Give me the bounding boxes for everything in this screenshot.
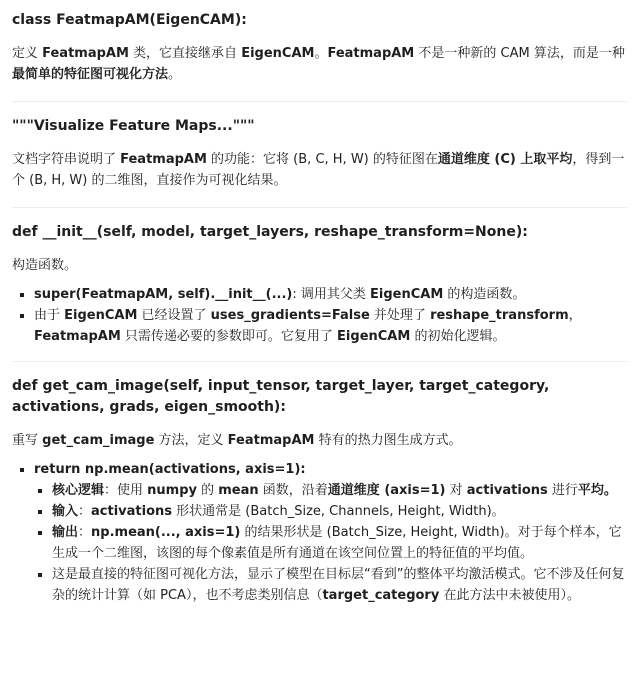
list-item: ▪ 核心逻辑：使用 numpy 的 mean 函数，沿着通道维度 (axis=1) 对 activations 进行平均。: [52, 480, 627, 501]
list-item: ▪ 这是最直接的特征图可视化方法，显示了模型在目标层“看到”的整体平均激活模式。它不涉及任何复杂的统计计算（如 PCA），也不考虑类别信息（target_category 在此方法中未被使用）。: [52, 564, 627, 606]
get-cam-image-description: 重写 get_cam_image 方法，定义 FeatmapAM 特有的热力图生成方式。: [12, 433, 462, 448]
list-item: ▪ 输出：np.mean(..., axis=1) 的结果形状是 (Batch_Size, Height, Width)。对于每个样本，它生成一个二维图，该图的每个像素值是所有通道在该空间位置上的特征值的平均值。: [52, 522, 627, 564]
section-class-def: [12, 10, 627, 102]
list-item: ▪ return np.mean(activations, axis=1): ▪ 核心逻辑：使用 numpy 的 mean 函数，沿着通道维度 (axis=1) 对 activations 进行平均。 ▪ 输入：activations 形状通常是 (Batch_Size, Channels, Height, Width)。 ▪ 输出：np.mean(..., axis=1) 的结果形状是 (Batch_Size, Height, Width)。对于每个样本，它生成一个二维图，该图的每个像素值是所有通道在该空间位置上的特征值的平均值。 ▪ 这是最直接的特征图可视化方法，显示了模型在目标层“看到”的整体平均激活模式。它不涉及任何复杂的统计计算（如 PCA），也不考虑类别信息（target_category 在此方法中未被使用）。: [34, 459, 627, 606]
init-bullets: [12, 284, 627, 347]
list-item: ▪ 由于 EigenCAM 已经设置了 uses_gradients=False 并处理了 reshape_transform，FeatmapAM 只需传递必要的参数即可。它复用了 EigenCAM 的初始化逻辑。: [34, 305, 627, 347]
class-heading: class FeatmapAM(EigenCAM):: [12, 12, 247, 28]
class-description: 定义 FeatmapAM 类，它直接继承自 EigenCAM。FeatmapAM 不是一种新的 CAM 算法，而是一种最简单的特征图可视化方法。: [12, 46, 625, 82]
init-description: 构造函数。: [12, 258, 78, 273]
init-heading: def __init__(self, model, target_layers, reshape_transform=None):: [12, 224, 528, 240]
docstring-description: 文档字符串说明了 FeatmapAM 的功能：它将 (B, C, H, W) 的特征图在通道维度 (C) 上取平均，得到一个 (B, H, W) 的二维图，直接作为可视化结果。: [12, 152, 625, 188]
sub-bullets: [34, 480, 627, 606]
list-item: ▪ 输入：activations 形状通常是 (Batch_Size, Channels, Height, Width)。: [52, 501, 627, 522]
section-get-cam-image: [12, 376, 627, 620]
docstring-heading: """Visualize Feature Maps...""": [12, 118, 255, 134]
section-docstring: [12, 116, 627, 208]
list-item: ▪ super(FeatmapAM, self).__init__(...): 调用其父类 EigenCAM 的构造函数。: [34, 284, 627, 305]
get-cam-image-bullets: [12, 459, 627, 606]
section-init: [12, 222, 627, 362]
get-cam-image-heading: def get_cam_image(self, input_tensor, target_layer, target_category, activations, grads, eigen_smooth):: [12, 378, 550, 415]
